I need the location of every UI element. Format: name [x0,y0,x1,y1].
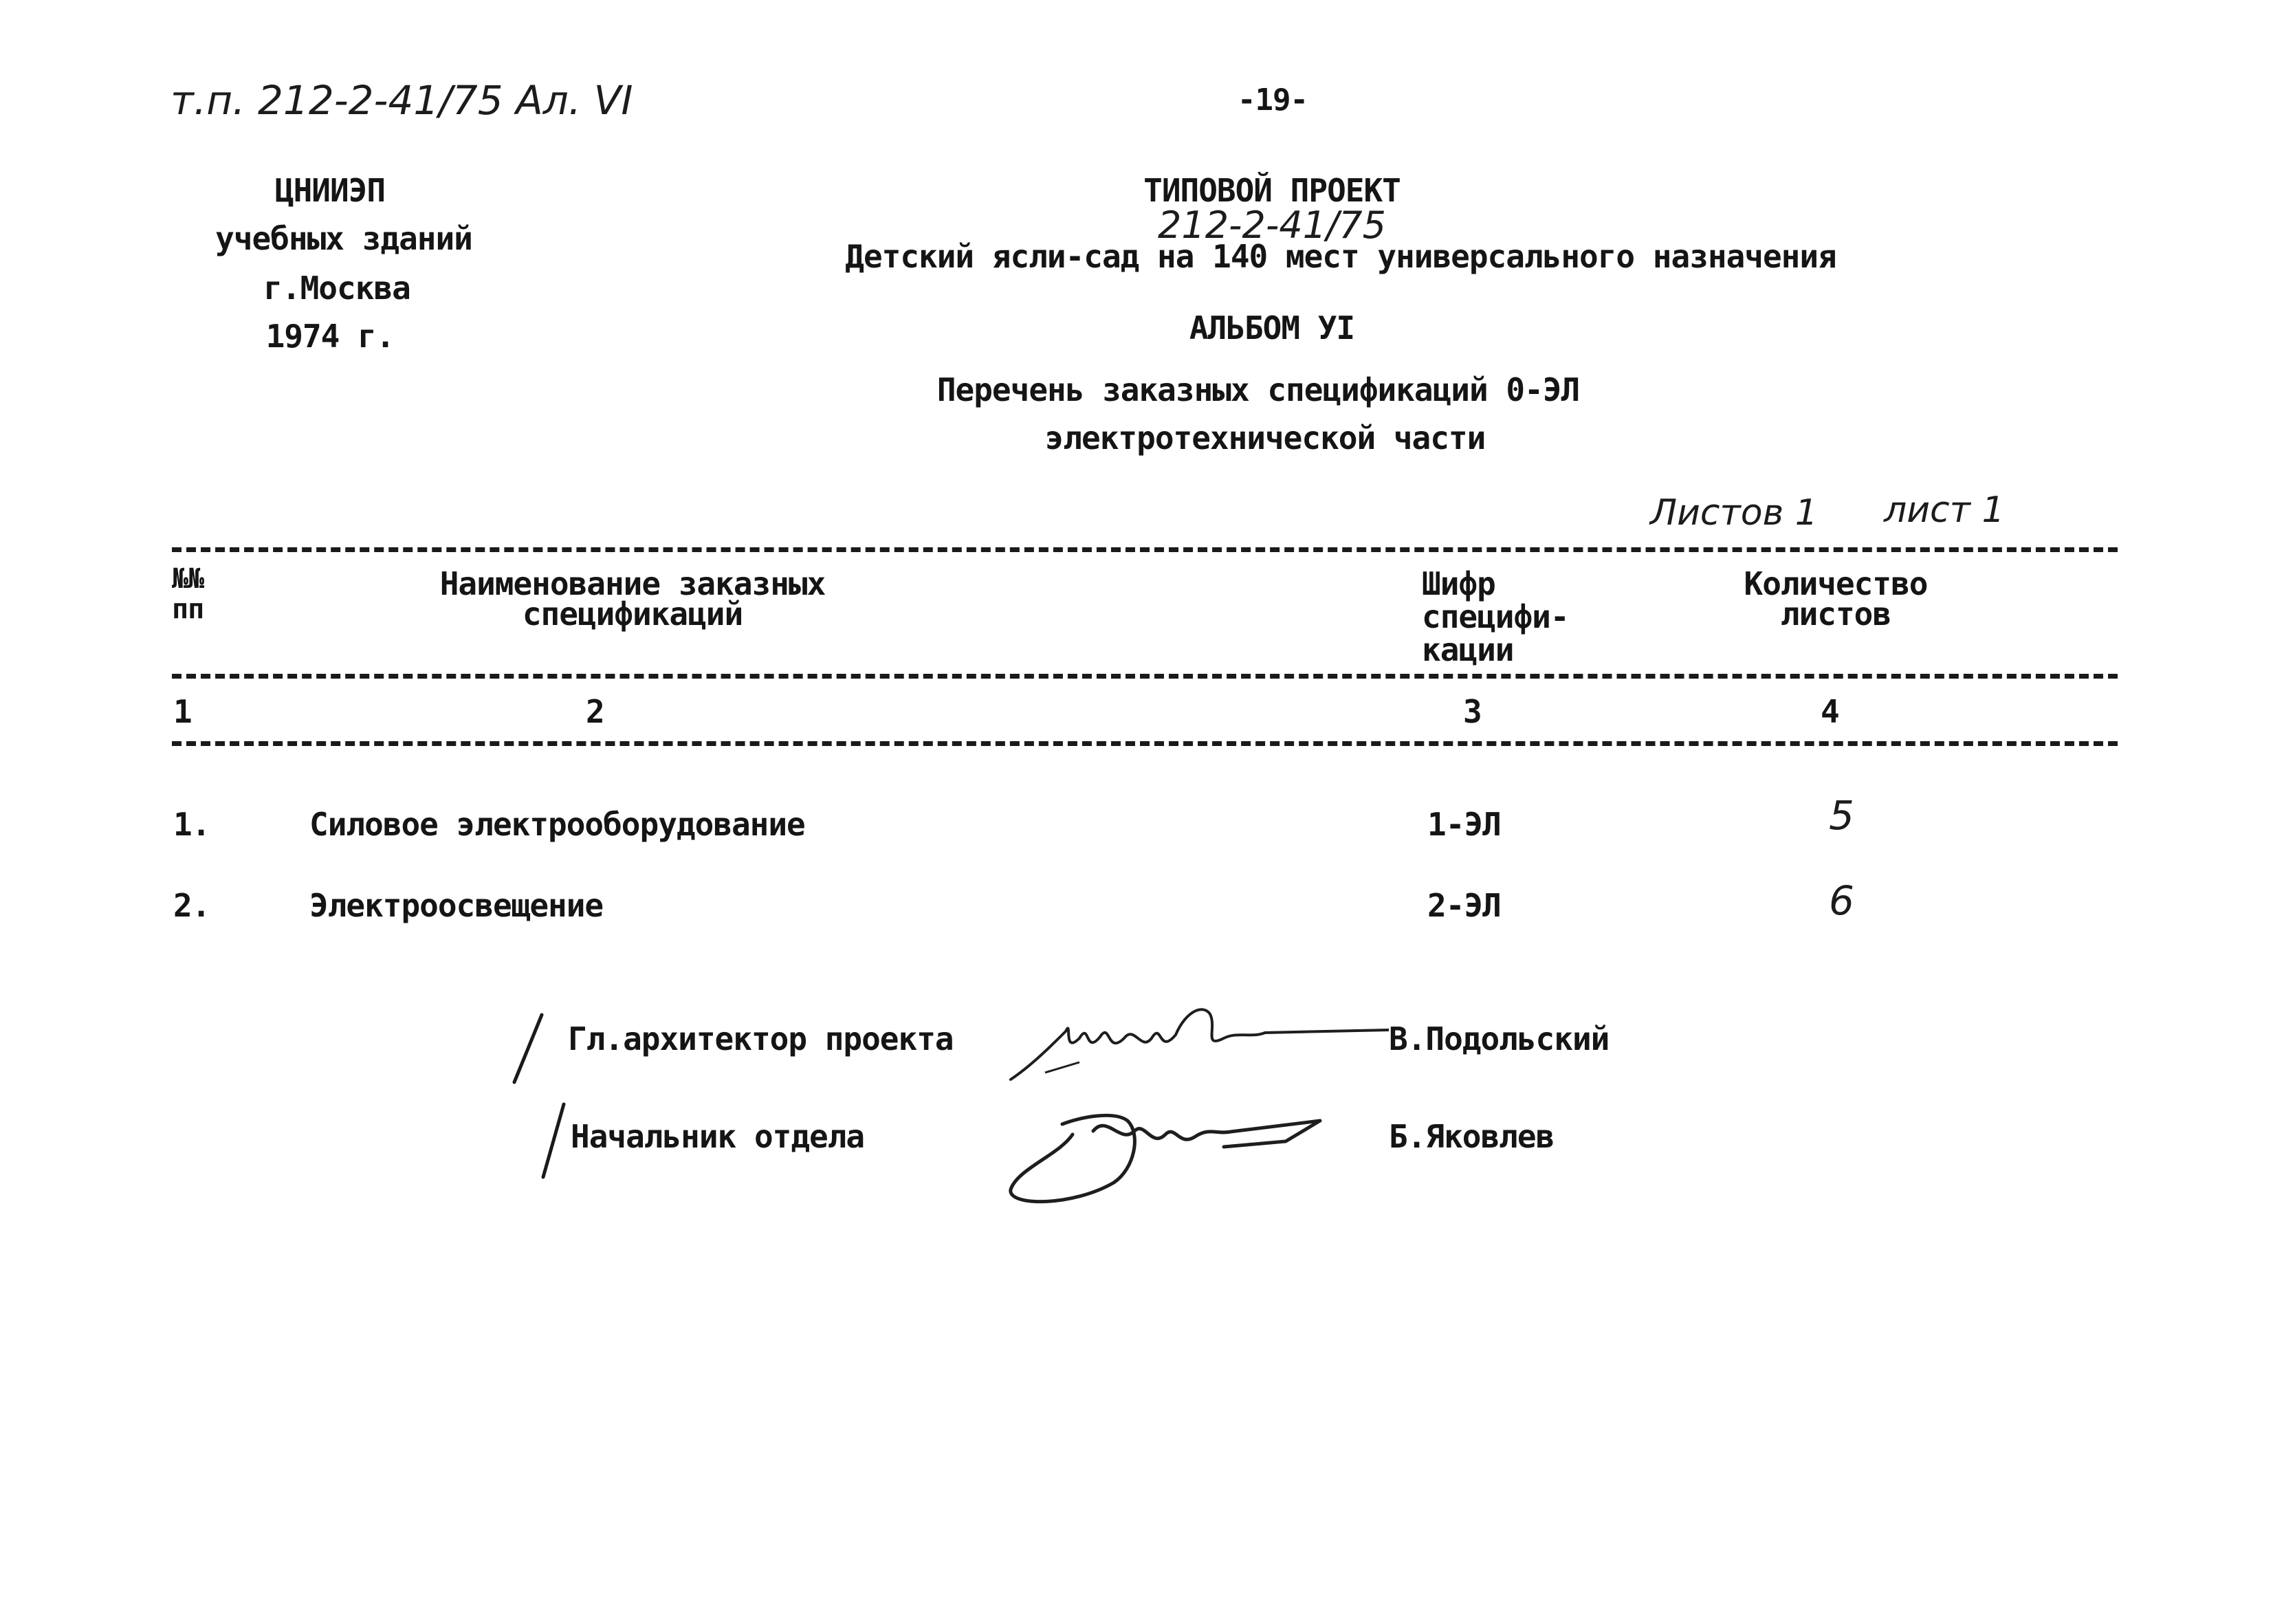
header-code-line1: Шифр [1422,565,1495,602]
department-head-signature [997,1093,1327,1210]
header-name-line2: спецификаций [522,595,743,633]
column-number-1: 1 [173,693,192,730]
row-1-num: 1. [173,806,210,843]
chief-architect-signature [1004,990,1389,1086]
header-count-line1: Количество [1744,565,1928,602]
table-top-rule [172,547,2118,552]
org-department: учебных зданий [215,220,472,257]
project-title: Детский ясли-сад на 140 мест универсального назначения [845,238,1836,275]
table-numbers-rule [172,741,2118,746]
album-label: АЛЬБОМ УI [1189,309,1355,347]
chief-architect-title: Гл.архитектор проекта [568,1020,954,1057]
chief-architect-name: В.Подольский [1389,1020,1610,1057]
slash-mark-1 [509,1011,550,1086]
project-label: ТИПОВОЙ ПРОЕКТ [1143,172,1401,209]
header-num: №№ пп [172,563,204,625]
list-title-line2: электротехнической части [1044,419,1486,457]
project-number: 212-2-41/75 [1157,204,1386,247]
department-head-name: Б.Яковлев [1389,1118,1555,1155]
row-1-code: 1-ЭЛ [1427,806,1501,843]
header-code-line3: кации [1422,631,1514,668]
header-code-line2: специфи- [1422,598,1569,635]
org-name: ЦНИИЭП [274,172,386,209]
org-city: г.Москва [263,270,410,307]
header-name-line1: Наименование заказных [439,565,826,602]
department-head-title: Начальник отдела [571,1118,865,1155]
row-2-code: 2-ЭЛ [1427,887,1501,924]
sheets-total: Листов 1 [1650,492,1818,534]
list-title-line1: Перечень заказных спецификаций 0-ЭЛ [936,371,1580,408]
header-count-line2: листов [1780,595,1891,633]
column-number-4: 4 [1821,693,1839,730]
row-2-num: 2. [173,887,210,924]
document-reference: т.п. 212-2-41/75 Ал. VI [171,77,633,124]
column-number-2: 2 [586,693,604,730]
sheet-current: лист 1 [1884,490,2005,531]
page-number: -19- [1238,83,1308,118]
table-header-rule [172,674,2118,679]
row-1-sheets: 5 [1829,792,1854,839]
row-2-name: Электроосвещение [309,887,604,924]
slash-mark-2 [536,1100,571,1183]
row-2-sheets: 6 [1829,877,1854,924]
column-number-3: 3 [1463,693,1482,730]
row-1-name: Силовое электрооборудование [309,806,805,843]
org-year: 1974 г. [265,318,395,355]
